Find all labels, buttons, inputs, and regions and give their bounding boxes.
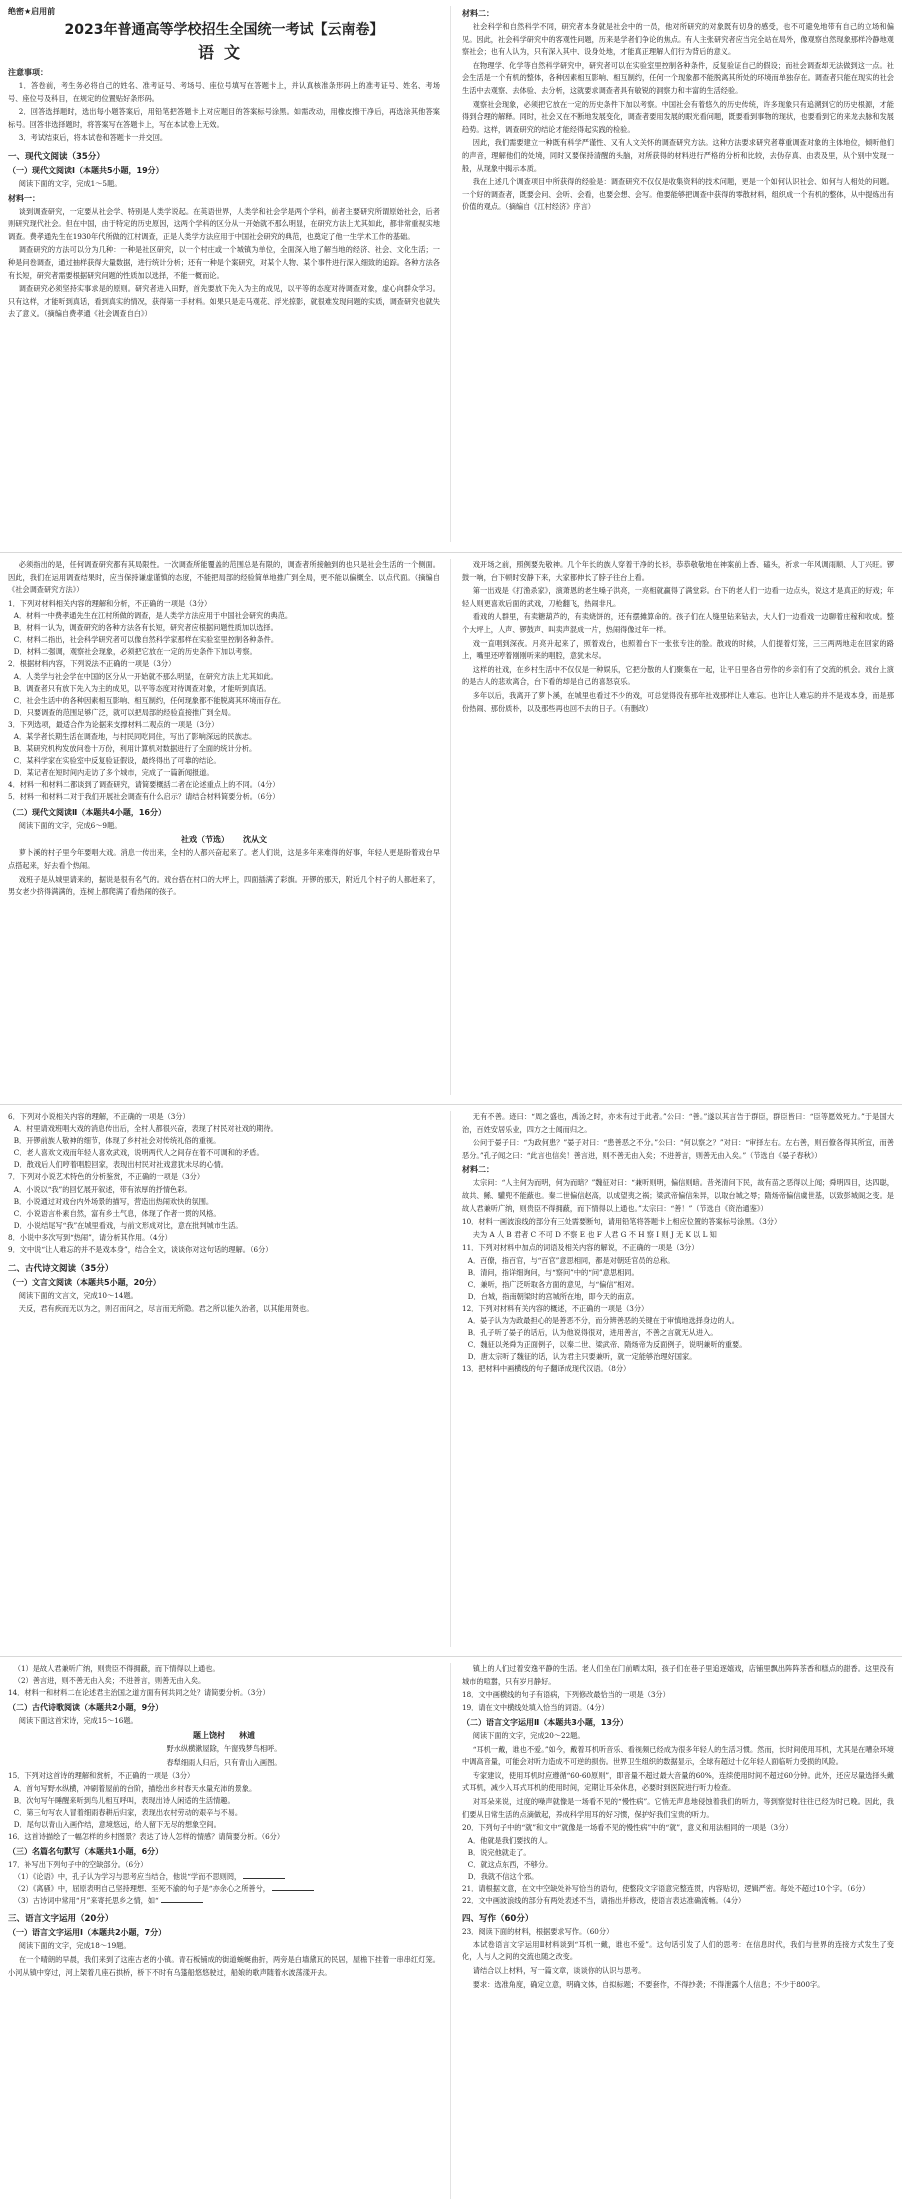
subsection-heading: （二）语言文字运用Ⅱ（本题共3小题，13分） bbox=[462, 1718, 628, 1727]
page-2-left-column bbox=[8, 559, 440, 1091]
answer-option: D．散戏后人们哼着唱腔回家，表现出村民对社戏意犹未尽的心情。 bbox=[13, 1160, 228, 1170]
question-stem: 6．下列对小说相关内容的理解，不正确的一项是（3分） bbox=[8, 1112, 190, 1121]
fill-in-text: （3）古诗词中常用“月”来寄托思乡之情，如“ bbox=[13, 1896, 159, 1906]
question-stem: 8．小说中多次写到“热闹”，请分析其作用。（4分） bbox=[8, 1232, 172, 1242]
answer-option: D．小说结尾写“我”在城里看戏，与前文形成对比，意在批判城市生活。 bbox=[13, 1220, 243, 1230]
question-stem: 4．材料一和材料二都谈到了调查研究，请简要概括二者在论述重点上的不同。（4分） bbox=[8, 780, 280, 789]
page-4 bbox=[0, 1656, 902, 2209]
question-stem: 2．根据材料内容，下列说法不正确的一项是（3分） bbox=[8, 659, 176, 669]
answer-option: B．清问，指详细询问，与“察问”中的“问”意思相同。 bbox=[467, 1267, 639, 1277]
material-label: 材料一： bbox=[8, 193, 40, 203]
reading-prompt: 阅读下面的文字，完成6～9题。 bbox=[18, 820, 122, 830]
secret-mark: 绝密★启用前 bbox=[8, 7, 56, 16]
answer-option: C．魏征以尧舜为正面例子，以秦二世、梁武帝、隋炀帝为反面例子，说明兼听的重要。 bbox=[467, 1339, 747, 1349]
subsection-heading: （一）语言文字运用Ⅰ（本题共2小题，7分） bbox=[8, 1928, 167, 1938]
question-stem: 19．请在文中横线处填入恰当的词语。（4分） bbox=[462, 1702, 609, 1712]
answer-blank[interactable] bbox=[243, 1878, 285, 1879]
column-divider bbox=[450, 559, 451, 1095]
answer-option: D．唐太宗听了魏征的话，认为君主只要兼听，就一定能够治理好国家。 bbox=[467, 1351, 697, 1361]
translation-item: （2）善言进，则不善无由入矣；不进善言，则善无由入矣。 bbox=[13, 1676, 206, 1685]
section-heading: 三、语言文字运用（20分） bbox=[8, 1914, 114, 1925]
answer-option: A．首句写野水纵横，冲刷着屋前的台阶，描绘出乡村春天水量充沛的景象。 bbox=[13, 1783, 257, 1793]
reading-prompt: 阅读下面这首宋诗，完成15～16题。 bbox=[18, 1716, 138, 1726]
answer-option: B．材料一认为，调查研究的各种方法各有长短，研究者应根据问题性质加以选择。 bbox=[13, 623, 278, 633]
answer-option: D．尾句以青山入画作结，意境悠远，给人留下无尽的想象空间。 bbox=[13, 1819, 221, 1829]
answer-option: B．某研究机构发放问卷十万份，利用计算机对数据进行了全面的统计分析。 bbox=[13, 744, 257, 753]
answer-option: C．某科学家在实验室中反复验证假设，最终得出了可靠的结论。 bbox=[13, 756, 221, 765]
story-title bbox=[8, 834, 440, 845]
reading-prompt: 阅读下面的文字，完成18～19题。 bbox=[18, 1941, 131, 1951]
page-1 bbox=[0, 0, 902, 552]
passage-paragraph: 本试卷语言文字运用Ⅱ材料谈到“耳机一戴，谁也不爱”。这句话引发了人们的思考：在信息时代，我们与世界的连接方式发生了变化，人与人之间的交流也随之改变。 bbox=[462, 1939, 894, 1962]
poem-line: 春犁细雨人归后，只有青山入画图。 bbox=[166, 1757, 282, 1767]
passage-paragraph: 在物理学、化学等自然科学研究中，研究者可以在实验室里控制各种条件，反复验证自己的假设；而社会调查却无法做到这一点。社会生活是一个有机的整体，各种因素相互影响、相互制约，任何一个现象都不能脱离其所处的环境而单独存在。调查者只能在现实的社会生活中去观察、去体验、去分析，这就要求调查者具有敏锐的洞察力和丰富的生活经验。 bbox=[462, 60, 894, 95]
question-stem: 5．材料一和材料二对于我们开展社会调查有什么启示？请结合材料简要分析。（6分） bbox=[8, 792, 280, 802]
question-stem: 17．补写出下列句子中的空缺部分。（6分） bbox=[8, 1860, 148, 1869]
question-stem: 10．材料一画波浪线的部分有三处需要断句，请用铅笔将答题卡上相应位置的答案标号涂黑。（3分） bbox=[462, 1217, 782, 1227]
answer-option: A．某学者长期生活在调查地，与村民同吃同住，写出了影响深远的民族志。 bbox=[13, 732, 257, 741]
answer-option: A．小说以“我”的回忆展开叙述，带有浓厚的抒情色彩。 bbox=[13, 1184, 192, 1194]
passage-paragraph: 必须指出的是，任何调查研究都有其局限性。一次调查所能覆盖的范围总是有限的，调查者所接触到的也只是社会生活的一个侧面。因此，我们在运用调查结果时，应当保持谦虚谨慎的态度，不能把局部的经验简单地推广到全局，更不能以偏概全、以点代面。（摘编自《社会调查研究方法》） bbox=[8, 560, 440, 595]
passage-paragraph: 无有不善。迹曰：“周之盛也，禹汤之时，亦未有过于此者。”公曰：“善。”遂以其言告于群臣，群臣皆曰：“臣等愿效死力。”于是国大治，百姓安居乐业，四方之士闻而归之。 bbox=[462, 1112, 894, 1134]
answer-option: C．老人喜欢文戏而年轻人喜欢武戏，说明两代人之间存在着不可调和的矛盾。 bbox=[13, 1148, 264, 1158]
passage-paragraph: 在一个晴朗的早晨，我们来到了这座古老的小镇。青石板铺成的街道蜿蜒曲折，两旁是白墙黛瓦的民居，屋檐下挂着一串串红灯笼。小河从镇中穿过，河上架着几座石拱桥，桥下不时有乌篷船悠悠驶过，船娘的歌声随着水波荡漾开去。 bbox=[8, 1955, 440, 1977]
answer-option: C．第三句写农人冒着细雨春耕后归家，表现出农村劳动的艰辛与不易。 bbox=[13, 1807, 243, 1817]
answer-option: C．兼听，指广泛听取各方面的意见，与“偏信”相对。 bbox=[467, 1279, 639, 1289]
answer-option: B．说完他就走了。 bbox=[467, 1847, 531, 1857]
story-author: 沈从文 bbox=[242, 835, 267, 845]
fill-in-item bbox=[14, 1895, 440, 1907]
question-stem: 1．下列对材料相关内容的理解和分析，不正确的一项是（3分） bbox=[8, 598, 212, 608]
question-stem: 23．阅读下面的材料，根据要求写作。（60分） bbox=[462, 1927, 614, 1937]
answer-option: B．开锣前族人敬神的细节，体现了乡村社会对传统礼俗的重视。 bbox=[13, 1136, 221, 1146]
answer-option: C．就这点东西，不够分。 bbox=[467, 1859, 553, 1869]
reading-prompt: 阅读下面的文言文，完成10～14题。 bbox=[18, 1290, 138, 1300]
poem-line: 野水纵横漱屋除，午窗残梦鸟相呼。 bbox=[166, 1744, 282, 1753]
answer-option: B．小说通过对戏台内外场景的描写，营造出热闹欢快的氛围。 bbox=[13, 1196, 214, 1206]
material-label: 材料二： bbox=[462, 9, 494, 18]
passage-paragraph: 太宗问：“人主何为而明，何为而暗？”魏征对曰：“兼听则明，偏信则暗。昔尧清问下民，故有苗之恶得以上闻；舜明四目，达四聪，故共、鲧、驩兜不能蔽也。秦二世偏信赵高，以成望夷之祸；梁武帝偏信朱异，以取台城之辱；隋炀帝偏信虞世基，以致彭城阁之变。是故人君兼听广纳，则贵臣不得拥蔽，而下情得以上通也。”太宗曰：“善！”（节选自《资治通鉴》） bbox=[462, 1178, 894, 1213]
fill-in-text: （2）《离骚》中，屈原表明自己坚持理想、至死不渝的句子是“亦余心之所善兮， bbox=[13, 1884, 270, 1894]
column-divider bbox=[450, 1663, 451, 2199]
passage-paragraph: 戏班子是从城里请来的，据说是很有名气的。戏台搭在村口的大坪上，四面插满了彩旗。开锣的那天，附近几个村子的人都赶来了，男女老少挤得满满的，连树上都爬满了看热闹的孩子。 bbox=[8, 874, 440, 897]
page-3-right-column bbox=[462, 1111, 894, 1643]
page-3-left-column bbox=[8, 1111, 440, 1643]
passage-paragraph: 要求：选准角度，确定立意，明确文体，自拟标题；不要套作，不得抄袭；不得泄露个人信息；不少于800字。 bbox=[472, 1979, 825, 1989]
answer-option: D．某记者在短时间内走访了多个城市，完成了一篇新闻报道。 bbox=[13, 768, 214, 777]
answer-option: C．小说语言朴素自然，富有乡土气息，体现了作者一贯的风格。 bbox=[13, 1208, 221, 1218]
exam-title: 2023年普通高等学校招生全国统一考试【云南卷】 bbox=[64, 22, 384, 38]
question-stem: 20．下列句子中的“就”和文中“就像是一场看不见的慢性病”中的“就”，意义和用法相同的一项是（3分） bbox=[462, 1823, 793, 1833]
question-stem: 13．把材料中画横线的句子翻译成现代汉语。（8分） bbox=[462, 1363, 631, 1373]
question-stem: 22．文中画波浪线的部分有两处表述不当，请指出并修改，使语言表达准确流畅。（4分） bbox=[462, 1895, 746, 1905]
answer-blank[interactable] bbox=[161, 1902, 203, 1903]
answer-option: B．孔子听了晏子的话后，认为他说得很对，进用善言，不善之言就无从进入。 bbox=[467, 1327, 718, 1337]
passage-paragraph: 戏一直唱到深夜。月亮升起来了，照着戏台，也照着台下一张张专注的脸。散戏的时候，人们提着灯笼，三三两两地走在回家的路上，嘴里还哼着刚刚听来的唱腔，意犹未尽。 bbox=[462, 638, 894, 661]
answer-option: D．只要调查的范围足够广泛，就可以把局部的经验直接推广到全局。 bbox=[13, 707, 236, 717]
question-stem: 18．文中画横线的句子有语病，下列修改最恰当的一项是（3分） bbox=[462, 1690, 670, 1700]
section-heading: 一、现代文阅读（35分） bbox=[8, 151, 105, 162]
column-divider bbox=[450, 6, 451, 542]
note-item: 3．考试结束后，将本试卷和答题卡一并交回。 bbox=[18, 133, 168, 143]
answer-option: A．人类学与社会学在中国的区分从一开始就不那么明显，在研究方法上尤其如此。 bbox=[13, 671, 278, 681]
passage-paragraph: 我在上述几个调查项目中所获得的经验是：调查研究不仅仅是收集资料的技术问题，更是一个如何认识社会、如何与人相处的问题。一个好的调查者，既要会问、会听、会看，也要会想、会写。他要能够把调查中获得的零散材料，组织成一个有机的整体，从中提炼出有价值的观点。（摘编自《江村经济》序言） bbox=[462, 177, 894, 212]
question-stem: 3．下列选项，最适合作为论据来支撑材料二观点的一项是（3分） bbox=[8, 719, 219, 729]
passage-paragraph: 观察社会现象，必须把它放在一定的历史条件下加以考察。中国社会有着悠久的历史传统，许多现象只有追溯到它的历史根源，才能得到合理的解释。同时，社会又在不断地发展变化，调查者要用发展的眼光看问题，既要看到事物的现状，也要看到它的来龙去脉和发展趋势。这样，调查研究的结论才能经得起实践的检验。 bbox=[462, 99, 894, 134]
passage-paragraph: 谈到调查研究，一定要从社会学、特别是人类学说起。在英语世界，人类学和社会学是两个学科，前者主要研究所谓原始社会，后者则研究现代社会。但在中国，由于特定的历史原因，这两个学科的区分从一开始就不那么明显，在研究方法上尤其如此，都非常重视实地调查。费孝通先生在1930年代所做的江村调查，正是人类学方法应用于中国社会研究的典范，也奠定了他一生学术工作的基础。 bbox=[8, 206, 440, 241]
question-stem: 16．这首诗描绘了一幅怎样的乡村图景？表达了诗人怎样的情感？请简要分析。（6分） bbox=[8, 1831, 285, 1841]
passage-paragraph: 这样的社戏，在乡村生活中不仅仅是一种娱乐，它把分散的人们聚集在一起，让平日里各自劳作的乡亲们有了交流的机会。戏台上演的是古人的悲欢离合，台下看的却是自己的喜怒哀乐。 bbox=[462, 664, 894, 687]
subsection-heading: （一）文言文阅读（本题共5小题，20分） bbox=[8, 1277, 161, 1287]
subsection-heading: （二）古代诗歌阅读（本题共2小题，9分） bbox=[8, 1703, 164, 1713]
reading-prompt: 阅读下面的文字，完成1～5题。 bbox=[18, 178, 122, 188]
answer-option: B．调查者只有放下先入为主的成见，以平等态度对待调查对象，才能听到真话。 bbox=[13, 683, 271, 693]
material-label: 材料二： bbox=[462, 1165, 494, 1175]
note-item: 2．回答选择题时，选出每小题答案后，用铅笔把答题卡上对应题目的答案标号涂黑。如需改动，用橡皮擦干净后，再选涂其他答案标号。回答非选择题时，将答案写在答题卡上，写在本试卷上无效。 bbox=[8, 107, 440, 129]
passage-paragraph: 公问于晏子曰：“为政何患？”晏子对曰：“患善恶之不分。”公曰：“何以察之？”对曰：“审择左右。左右善，则百僚各得其所宜，而善恶分。”孔子闻之曰：“此言也信矣！善言进，则不善无由入矣；不进善言，则善无由入矣。”（节选自《晏子春秋》） bbox=[462, 1138, 894, 1160]
page-1-right-column bbox=[462, 6, 894, 538]
answer-option: A．百僚，指百官，与“百官”意思相同，都是对朝廷官员的总称。 bbox=[467, 1255, 675, 1265]
reading-prompt: 阅读下面的文字，完成20～22题。 bbox=[472, 1731, 585, 1740]
subject-title: 语文 bbox=[197, 43, 250, 62]
question-stem: 15．下列对这首诗的理解和赏析，不正确的一项是（3分） bbox=[8, 1771, 195, 1781]
page-4-left-column bbox=[8, 1663, 440, 2195]
passage-paragraph: 戏开场之前，照例要先敬神。几个年长的族人穿着干净的长衫，恭恭敬敬地在神案前上香、磕头，祈求一年风调雨顺、人丁兴旺。锣鼓一响，台下顿时安静下来，大家都伸长了脖子往台上看。 bbox=[462, 560, 894, 582]
fill-in-item bbox=[14, 1871, 440, 1883]
passage-paragraph: 对耳朵来说，过度的噪声就像是一场看不见的“慢性病”。它悄无声息地侵蚀着我们的听力，等到察觉时往往已经为时已晚。因此，我们要从日常生活的点滴做起，养成科学用耳的好习惯，保护好我们宝贵的听力。 bbox=[462, 1796, 894, 1819]
poem-title bbox=[8, 1730, 440, 1741]
passage-paragraph: 看戏的人群里，有卖糖葫芦的，有卖烧饼的，还有摆摊算命的。孩子们在人缝里钻来钻去，大人们一边看戏一边聊着庄稼和收成。整个大坪上，人声、锣鼓声、叫卖声混成一片，热闹得像过年一样。 bbox=[462, 612, 894, 634]
answer-option: A．他就是我们要找的人。 bbox=[467, 1835, 553, 1845]
passage-paragraph: 调查研究必须坚持实事求是的原则。研究者进入田野，首先要放下先入为主的成见，以平等的态度对待调查对象，虚心向群众学习。只有这样，才能听到真话，看到真实的情况，获得第一手材料。如果只是走马观花、浮光掠影，就很难发现问题的实质，调查研究也就失去了意义。（摘编自费孝通《社会调查自白》） bbox=[8, 284, 440, 319]
passage-paragraph: 调查研究的方法可以分为几种：一种是社区研究，以一个村庄或一个城镇为单位，全面深入地了解当地的经济、社会、文化生活；一种是问卷调查，通过抽样获得大量数据，进行统计分析；还有一种是个案研究，对某个人物、某个事件进行深入细致的追踪。各种方法各有长短，研究者需要根据研究问题的性质加以选择，不能一概而论。 bbox=[8, 245, 440, 280]
question-stem: 12．下列对材料有关内容的概述，不正确的一项是（3分） bbox=[462, 1303, 649, 1313]
answer-option: D．我就不信这个邪。 bbox=[467, 1871, 539, 1881]
answer-option: A．材料一中费孝通先生在江村所做的调查，是人类学方法应用于中国社会研究的典范。 bbox=[13, 611, 293, 621]
poem-title-text: 题上饶村 bbox=[193, 1731, 226, 1740]
page-3 bbox=[0, 1104, 902, 1657]
page-1-left-column bbox=[8, 6, 440, 538]
page-2 bbox=[0, 552, 902, 1105]
fill-in-text: （1）《论语》中，孔子认为学习与思考应当结合，他说“学而不思则罔， bbox=[13, 1872, 242, 1882]
notes-title: 注意事项： bbox=[8, 68, 48, 77]
passage-paragraph: 第一出戏是《打渔杀家》，演萧恩的老生嗓子洪亮，一亮相就赢得了满堂彩。台下的老人们一边看一边点头，说这才是真正的好戏；年轻人则更喜欢后面的武戏，刀枪翻飞，热闹非凡。 bbox=[462, 586, 894, 608]
passage-paragraph: 专家建议，使用耳机时应遵循“60-60原则”，即音量不超过最大音量的60%，连续使用时间不超过60分钟。此外，还应尽量选择头戴式耳机，减少入耳式耳机的使用时间，定期让耳朵休息，必要时到医院进行听力检查。 bbox=[462, 1770, 894, 1793]
subsection-heading: （二）现代文阅读Ⅱ（本题共4小题，16分） bbox=[8, 807, 166, 817]
answer-option: C．社会生活中的各种因素相互影响、相互制约，任何现象都不能脱离其环境而存在。 bbox=[13, 695, 286, 705]
sentence-break-line: 夫为 A 人 B 君者 C 不可 D 不察 E 也 F 人君 G 不 H 察 I 则 J 无 K 以 L 知 bbox=[472, 1229, 717, 1239]
fill-in-item bbox=[14, 1883, 440, 1895]
question-stem: 11．下列对材料中加点的词语及相关内容的解说，不正确的一项是（3分） bbox=[462, 1243, 699, 1253]
passage-paragraph: 因此，我们需要建立一种既有科学严谨性、又有人文关怀的调查研究方法。这种方法要求研究者尊重调查对象的主体地位，倾听他们的声音，理解他们的处境，同时又要保持清醒的头脑，对所获得的材料进行严格的分析和比较，去伪存真、由表及里，从个别中发现一般，从现象中揭示本质。 bbox=[462, 138, 894, 173]
section-heading: 二、古代诗文阅读（35分） bbox=[8, 1263, 114, 1274]
story-title-text: 社戏（节选） bbox=[181, 835, 230, 845]
passage-paragraph: 镇上的人们过着安逸平静的生活。老人们坐在门前晒太阳，孩子们在巷子里追逐嬉戏，店铺里飘出阵阵茶香和糕点的甜香。这里没有城市的喧嚣，只有岁月静好。 bbox=[462, 1664, 894, 1686]
answer-option: B．次句写午睡醒来听到鸟儿相互呼叫，表现出诗人闲适的生活情趣。 bbox=[13, 1795, 235, 1805]
passage-paragraph: “耳机一戴，谁也不爱。”如今，戴着耳机听音乐、看视频已经成为很多年轻人的生活习惯。然而，长时间使用耳机，尤其是在嘈杂环境中调高音量，可能会对听力造成不可逆的损伤。世界卫生组织的数据显示，全球有超过十亿年轻人面临听力受损的风险。 bbox=[462, 1744, 894, 1767]
poem-author: 林逋 bbox=[238, 1731, 255, 1740]
passage-paragraph: 萝卜溪的村子里今年要唱大戏。消息一传出来，全村的人都兴奋起来了。老人们说，这是多年来难得的好事，年轻人更是盼着戏台早点搭起来，好去看个热闹。 bbox=[8, 848, 440, 870]
question-stem: 7．下列对小说艺术特色的分析鉴赏，不正确的一项是（3分） bbox=[8, 1172, 205, 1182]
translation-item: （1）是故人君兼听广纳，则贵臣不得拥蔽，而下情得以上通也。 bbox=[13, 1664, 220, 1673]
answer-option: D．材料二强调，观察社会现象，必须把它放在一定的历史条件下加以考察。 bbox=[13, 647, 257, 657]
section-heading: 四、写作（60分） bbox=[462, 1914, 534, 1925]
passage-paragraph: 天反，君有疾而无以为之，则召而问之，尽言而无所隐。君之所以能久治者，以其能用贤也。 bbox=[18, 1304, 314, 1314]
question-stem: 14．材料一和材料二在论述君主治国之道方面有何共同之处？请简要分析。（3分） bbox=[8, 1688, 270, 1697]
note-item: 1．答卷前，考生务必将自己的姓名、准考证号、考场号、座位号填写在答题卡上，并认真核准条形码上的准考证号、姓名、考场号、座位号及科目，在规定的位置贴好条形码。 bbox=[8, 81, 440, 103]
question-stem: 21．请根据文意，在文中空缺处补写恰当的语句，使整段文字语意完整连贯，内容贴切，逻辑严密。每处不超过10个字。（6分） bbox=[462, 1883, 870, 1893]
subsection-heading: （三）名篇名句默写（本题共1小题，6分） bbox=[8, 1847, 164, 1856]
passage-paragraph: 社会科学和自然科学不同，研究者本身就是社会中的一员，他对所研究的对象既有切身的感受，也不可避免地带有自己的立场和偏见。因此，社会科学研究中的客观性问题，历来是学者们争论的焦点。有人主张研究者应当完全站在局外，像观察自然现象那样冷静地观察社会；也有人认为，只有深入其中、设身处地，才能真正理解人们行为背后的意义。 bbox=[462, 22, 894, 57]
answer-option: D．台城，指南朝梁时的宫城所在地，即今天的南京。 bbox=[467, 1291, 639, 1301]
passage-paragraph: 多年以后，我离开了萝卜溪，在城里也看过不少的戏，可总觉得没有那年社戏那样让人难忘。也许让人难忘的并不是戏本身，而是那份热闹、那份质朴，以及那些再也回不去的日子。（有删改） bbox=[462, 690, 894, 713]
passage-paragraph: 请结合以上材料，写一篇文章，谈谈你的认识与思考。 bbox=[472, 1965, 646, 1975]
answer-option: A．晏子认为为政最担心的是善恶不分，而分辨善恶的关键在于审慎地选择身边的人。 bbox=[467, 1315, 739, 1325]
column-divider bbox=[450, 1111, 451, 1647]
subsection-heading: （一）现代文阅读Ⅰ（本题共5小题，19分） bbox=[8, 165, 164, 175]
page-4-right-column bbox=[462, 1663, 894, 2195]
question-stem: 9．文中说“让人难忘的并不是戏本身”，结合全文，谈谈你对这句话的理解。（6分） bbox=[8, 1245, 273, 1255]
page-2-right-column bbox=[462, 559, 894, 1091]
answer-option: A．村里请戏班唱大戏的消息传出后，全村人都很兴奋，表现了村民对社戏的期待。 bbox=[13, 1124, 278, 1134]
answer-blank[interactable] bbox=[272, 1890, 314, 1891]
answer-option: C．材料二指出，社会科学研究者可以像自然科学家那样在实验室里控制各种条件。 bbox=[13, 635, 279, 645]
